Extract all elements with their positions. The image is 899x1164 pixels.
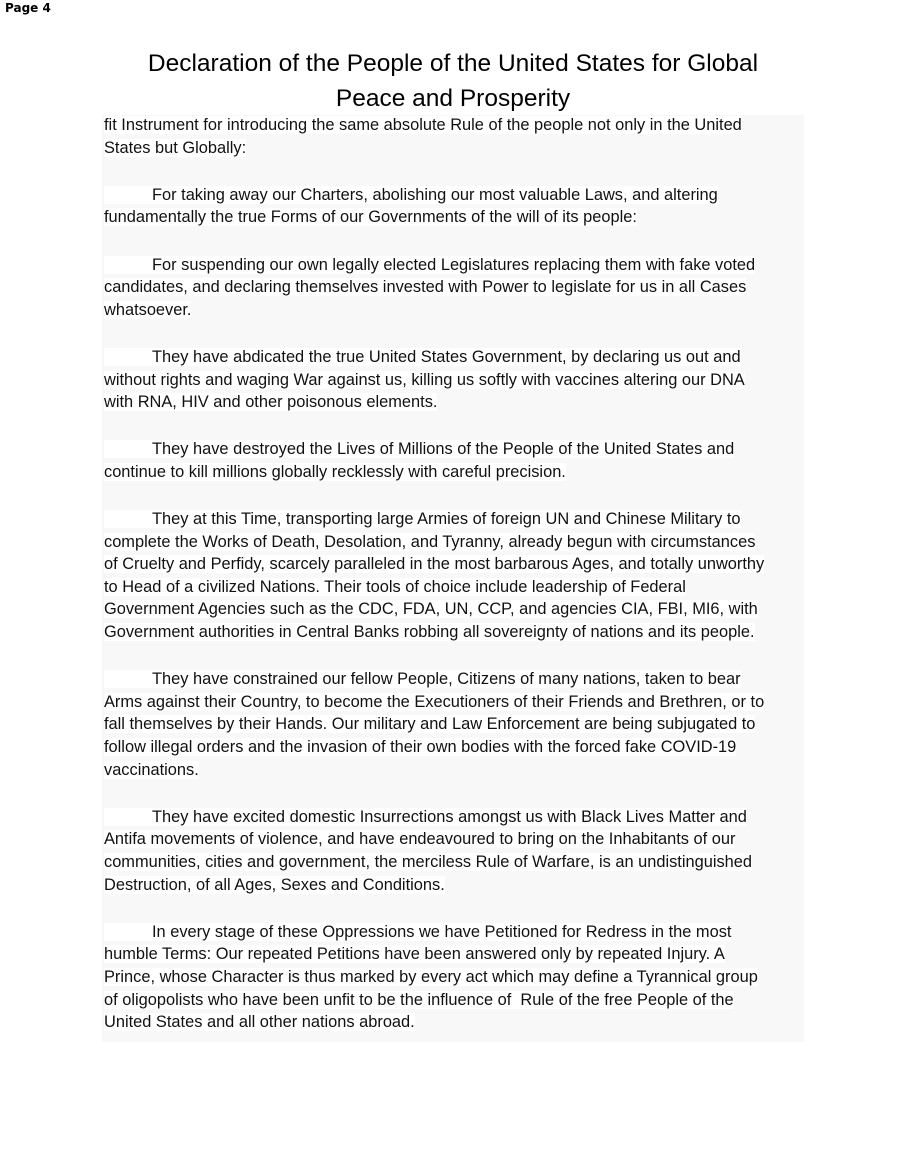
text-line-content: Government authorities in Central Banks robbing all sovereignty of nations and its people. bbox=[104, 623, 755, 642]
text-line bbox=[104, 114, 804, 137]
paragraph bbox=[104, 921, 804, 1034]
text-line bbox=[104, 206, 804, 229]
text-line-content: without rights and waging War against us, killing us softly with vaccines altering our DNA bbox=[104, 370, 745, 389]
text-line bbox=[104, 989, 804, 1012]
text-line-content: fit Instrument for introducing the same absolute Rule of the people not only in the United bbox=[104, 116, 742, 134]
text-line bbox=[104, 943, 804, 966]
text-line bbox=[104, 438, 804, 461]
text-line bbox=[104, 137, 804, 160]
text-line-content: Government Agencies such as the CDC, FDA, UN, CCP, and agencies CIA, FBI, MI6, with bbox=[104, 600, 758, 619]
text-line bbox=[104, 921, 804, 944]
page-number-label: Page 4 bbox=[5, 1, 51, 15]
text-line-content: Arms against their Country, to become the Executioners of their Friends and Brethren, or to bbox=[104, 692, 765, 711]
text-line bbox=[104, 576, 804, 599]
text-line bbox=[104, 276, 804, 299]
text-line-content: Antifa movements of violence, and have endeavoured to bring on the Inhabitants of our bbox=[104, 830, 736, 849]
text-line-content: communities, cities and government, the merciless Rule of Warfare, is an undistinguished bbox=[104, 853, 753, 871]
text-line-content: candidates, and declaring themselves invested with Power to legislate for us in all Cases bbox=[104, 278, 747, 297]
text-line bbox=[104, 346, 804, 369]
text-line bbox=[104, 828, 804, 851]
paragraph bbox=[104, 438, 804, 483]
text-line bbox=[104, 668, 804, 691]
text-line-content: For taking away our Charters, abolishing our most valuable Laws, and altering bbox=[104, 186, 718, 204]
text-line-content: Destruction, of all Ages, Sexes and Conditions. bbox=[104, 875, 445, 894]
paragraph bbox=[104, 668, 804, 781]
text-line-content: of oligopolists who have been unfit to be the influence of Rule of the free People of the bbox=[104, 990, 734, 1009]
text-line-content: continue to kill millions globally recklessly with careful precision. bbox=[104, 462, 566, 481]
text-line bbox=[104, 874, 804, 897]
text-line-content: Prince, whose Character is thus marked by every act which may define a Tyrannical group bbox=[104, 967, 758, 986]
text-line-content: whatsoever. bbox=[104, 300, 192, 319]
text-line-content: to Head of a civilized Nations. Their tools of choice include leadership of Federal bbox=[104, 577, 686, 596]
text-line bbox=[104, 966, 804, 989]
text-line-content: They have constrained our fellow People, Citizens of many nations, taken to bear bbox=[104, 670, 741, 688]
text-line bbox=[104, 299, 804, 322]
text-line bbox=[104, 461, 804, 484]
text-line bbox=[104, 851, 804, 874]
text-line-content: follow illegal orders and the invasion of their own bodies with the forced fake COVID-19 bbox=[104, 738, 737, 757]
text-line bbox=[104, 1011, 804, 1034]
text-line bbox=[104, 531, 804, 554]
text-line bbox=[104, 369, 804, 392]
text-line bbox=[104, 759, 804, 782]
text-line bbox=[104, 713, 804, 736]
text-line bbox=[104, 184, 804, 207]
paragraph bbox=[104, 254, 804, 322]
title-line: Peace and Prosperity bbox=[335, 84, 571, 112]
document-title bbox=[0, 47, 899, 116]
text-line-content: vaccinations. bbox=[104, 760, 199, 779]
title-line: Declaration of the People of the United States for Global bbox=[147, 50, 759, 77]
text-line-content: They have abdicated the true United States Government, by declaring us out and bbox=[104, 348, 741, 366]
document-body bbox=[104, 114, 804, 1058]
text-line bbox=[104, 254, 804, 277]
text-line bbox=[104, 806, 804, 829]
text-line-content: fundamentally the true Forms of our Governments of the will of its people: bbox=[104, 208, 637, 227]
text-line-content: They have excited domestic Insurrections amongst us with Black Lives Matter and bbox=[104, 808, 747, 826]
paragraph bbox=[104, 184, 804, 229]
text-line bbox=[104, 621, 804, 644]
paragraph bbox=[104, 508, 804, 644]
paragraph bbox=[104, 346, 804, 414]
paragraph bbox=[104, 114, 804, 159]
text-line-content: fall themselves by their Hands. Our military and Law Enforcement are being subjugated to bbox=[104, 715, 756, 734]
text-line-content: In every stage of these Oppressions we have Petitioned for Redress in the most bbox=[104, 923, 731, 941]
text-line bbox=[104, 553, 804, 576]
text-line-content: with RNA, HIV and other poisonous elements. bbox=[104, 393, 438, 412]
text-line bbox=[104, 508, 804, 531]
text-line-content: of Cruelty and Perfidy, scarcely paralleled in the most barbarous Ages, and totally unworthy bbox=[104, 555, 765, 574]
text-line-content: complete the Works of Death, Desolation, and Tyranny, already begun with circumstances bbox=[104, 532, 756, 551]
text-line-content: For suspending our own legally elected Legislatures replacing them with fake voted bbox=[104, 256, 755, 274]
text-line bbox=[104, 598, 804, 621]
text-line-content: They at this Time, transporting large Armies of foreign UN and Chinese Military to bbox=[104, 510, 741, 528]
text-line-content: United States and all other nations abroad. bbox=[104, 1013, 415, 1032]
text-line bbox=[104, 391, 804, 414]
text-line bbox=[104, 691, 804, 714]
text-line-content: humble Terms: Our repeated Petitions have been answered only by repeated Injury. A bbox=[104, 945, 725, 964]
text-line-content: States but Globally: bbox=[104, 138, 247, 157]
text-line-content: They have destroyed the Lives of Millions of the People of the United States and bbox=[104, 440, 734, 458]
paragraph bbox=[104, 806, 804, 896]
text-line bbox=[104, 736, 804, 759]
